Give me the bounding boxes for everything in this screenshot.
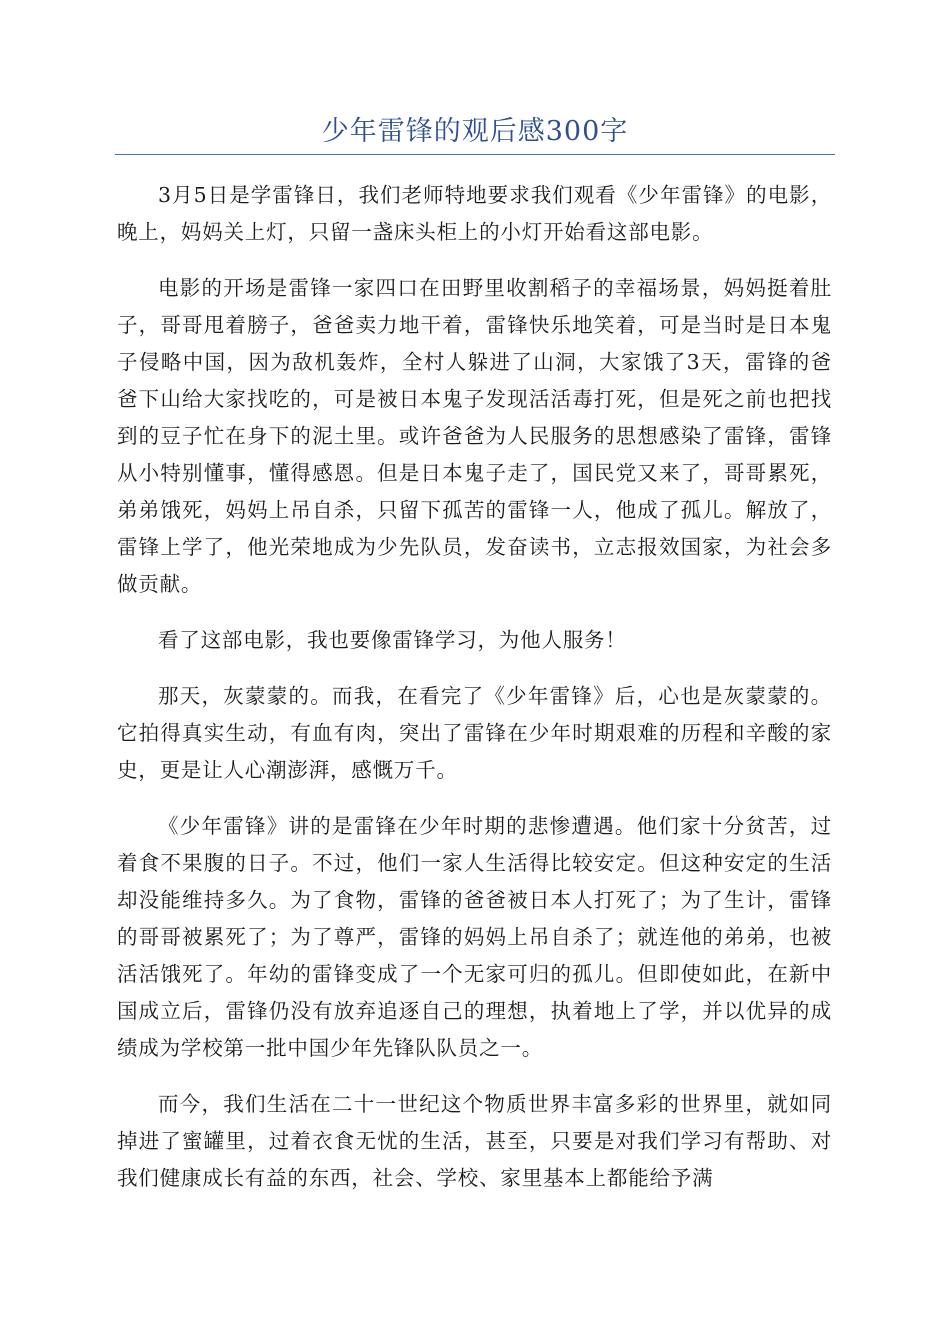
paragraph-2: 电影的开场是雷锋一家四口在田野里收割稻子的幸福场景，妈妈挺着肚子，哥哥甩着膀子，爸爸卖力地干着，雷锋快乐地笑着，可是当时是日本鬼子侵略中国，因为敌机轰炸，全村人躲进了山洞，大家饿了3天，雷锋的爸爸下山给大家找吃的，可是被日本鬼子发现活活毒打死，但是死之前也把找到的豆子忙在身下的泥土里。或许爸爸为人民服务的思想感染了雷锋，雷锋从小特别懂事，懂得感恩。但是日本鬼子走了，国民党又来了，哥哥累死，弟弟饿死，妈妈上吊自杀，只留下孤苦的雷锋一人，他成了孤儿。解放了，雷锋上学了，他光荣地成为少先队员，发奋读书，立志报效国家，为社会多做贡献。 [117,276,832,596]
paragraph-1: 3月5日是学雷锋日，我们老师特地要求我们观看《少年雷锋》的电影，晚上，妈妈关上灯，只留一盏床头柜上的小灯开始看这部电影。 [117,183,832,244]
title-underline [115,154,835,155]
paragraph-3: 看了这部电影，我也要像雷锋学习，为他人服务！ [158,628,627,652]
page-title: 少年雷锋的观后感300字 [321,116,629,147]
title-block [115,112,835,155]
document-body [117,177,832,1216]
paragraph-5: 《少年雷锋》讲的是雷锋在少年时期的悲惨遭遇。他们家十分贫苦，过着食不果腹的日子。不过，他们一家人生活得比较安定。但这种安定的生活却没能维持多久。为了食物，雷锋的爸爸被日本人打死了；为了生计，雷锋的哥哥被累死了；为了尊严，雷锋的妈妈上吊自杀了；就连他的弟弟，也被活活饿死了。年幼的雷锋变成了一个无家可归的孤儿。但即使如此，在新中国成立后，雷锋仍没有放弃追逐自己的理想，执着地上了学，并以优异的成绩成为学校第一批中国少年先锋队队员之一。 [117,814,832,1060]
paragraph-6: 而今，我们生活在二十一世纪这个物质世界丰富多彩的世界里，就如同掉进了蜜罐里，过着衣食无忧的生活，甚至，只要是对我们学习有帮助、对我们健康成长有益的东西，社会、学校、家里基本上都能给予满 [117,1092,832,1190]
paragraph-4: 那天，灰蒙蒙的。而我，在看完了《少年雷锋》后，心也是灰蒙蒙的。它拍得真实生动，有血有肉，突出了雷锋在少年时期艰难的历程和辛酸的家史，更是让人心潮澎湃，感慨万千。 [117,684,832,782]
